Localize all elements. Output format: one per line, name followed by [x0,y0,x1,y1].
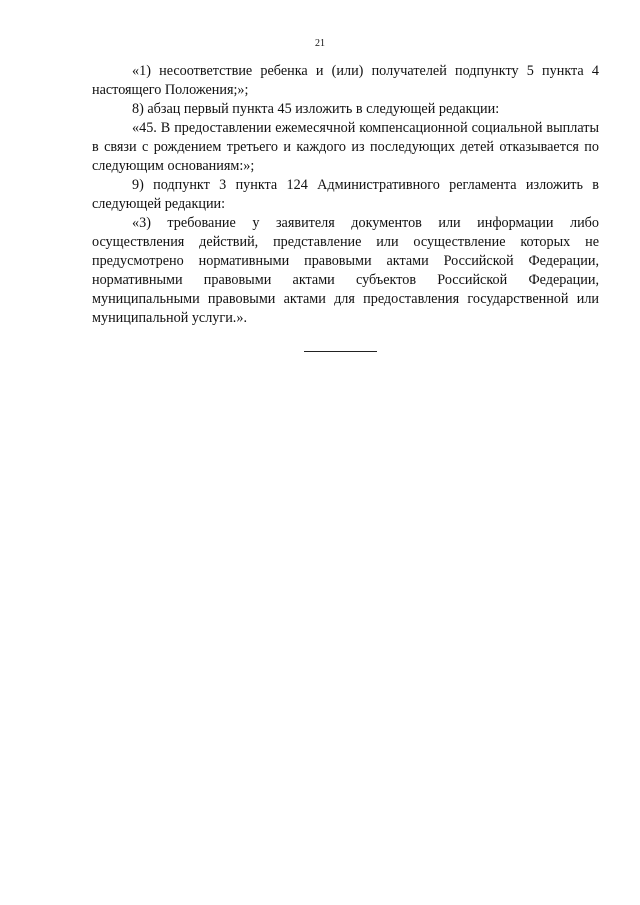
paragraph-subclause-3: «3) требование у заявителя документов или информации либо осуществления действий, представление или осуществление которых не предусмотрено нормативными правовыми актами Российской Федерации, нормативными правовыми актами субъектов Российской Федерации, муниципальными правовыми актами для предоставления государственной или муниципальной услуги.». [92,215,599,326]
document-body [92,62,599,328]
end-divider-line [304,351,377,352]
paragraph-amendment-1: «1) несоответствие ребенка и (или) получателей подпункту 5 пункта 4 настоящего Положения;»; [92,63,599,98]
paragraph-clause-45: «45. В предоставлении ежемесячной компенсационной социальной выплаты в связи с рождением третьего и каждого из последующих детей отказывается по следующим основаниям:»; [92,120,599,174]
paragraph-item-8: 8) абзац первый пункта 45 изложить в следующей редакции: [132,101,500,117]
page-number: 21 [315,38,325,49]
paragraph-item-9: 9) подпункт 3 пункта 124 Административного регламента изложить в следующей редакции: [92,177,599,212]
